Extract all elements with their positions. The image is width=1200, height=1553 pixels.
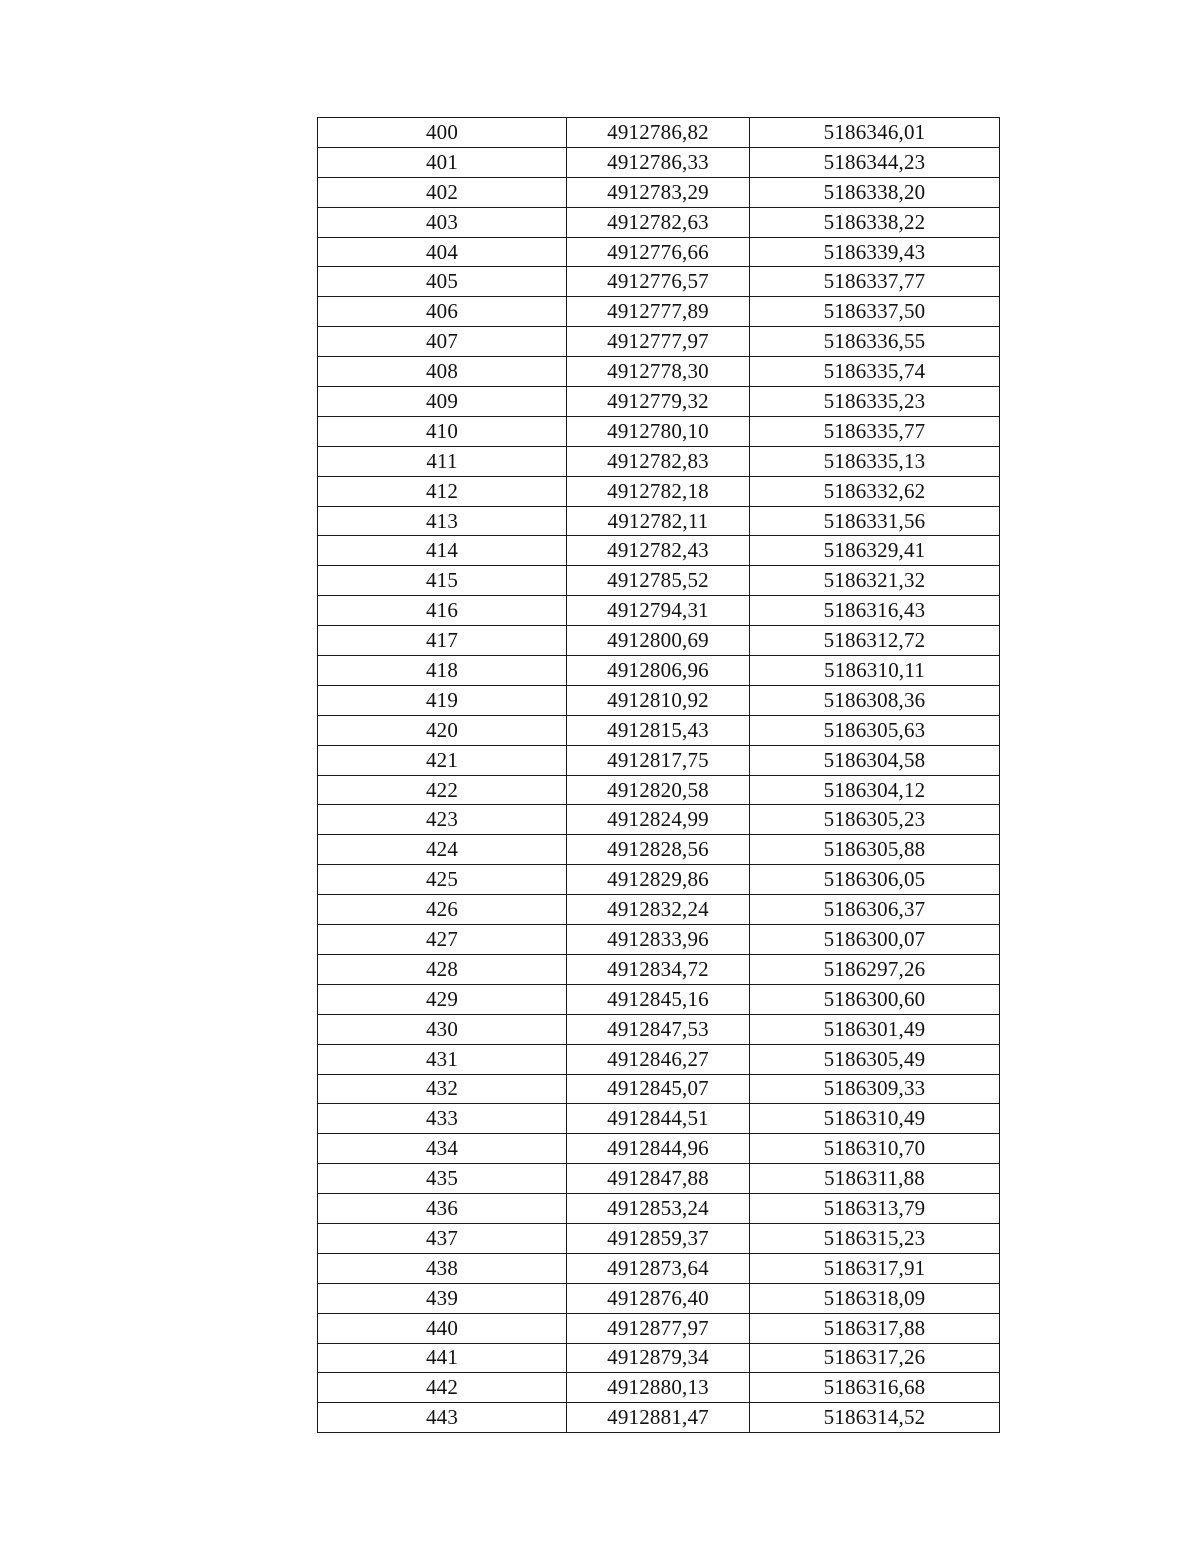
- point-number-cell: 432: [318, 1074, 567, 1104]
- table-row: [318, 1074, 1000, 1104]
- table-row: [318, 327, 1000, 357]
- table-row: [318, 177, 1000, 207]
- y-coordinate-cell: 5186305,88: [750, 835, 1000, 865]
- y-coordinate-cell: 5186314,52: [750, 1403, 1000, 1433]
- x-coordinate-cell: 4912834,72: [567, 954, 750, 984]
- point-number-cell: 429: [318, 984, 567, 1014]
- point-number-cell: 415: [318, 566, 567, 596]
- table-row: [318, 1373, 1000, 1403]
- x-coordinate-cell: 4912800,69: [567, 626, 750, 656]
- point-number-cell: 433: [318, 1104, 567, 1134]
- x-coordinate-cell: 4912881,47: [567, 1403, 750, 1433]
- table-row: [318, 506, 1000, 536]
- table-row: [318, 1253, 1000, 1283]
- y-coordinate-cell: 5186335,74: [750, 357, 1000, 387]
- y-coordinate-cell: 5186300,07: [750, 925, 1000, 955]
- table-row: [318, 835, 1000, 865]
- table-row: [318, 656, 1000, 686]
- point-number-cell: 401: [318, 147, 567, 177]
- point-number-cell: 424: [318, 835, 567, 865]
- point-number-cell: 419: [318, 685, 567, 715]
- x-coordinate-cell: 4912845,16: [567, 984, 750, 1014]
- y-coordinate-cell: 5186305,63: [750, 715, 1000, 745]
- point-number-cell: 418: [318, 656, 567, 686]
- table-row: [318, 1313, 1000, 1343]
- table-row: [318, 207, 1000, 237]
- x-coordinate-cell: 4912777,97: [567, 327, 750, 357]
- x-coordinate-cell: 4912786,33: [567, 147, 750, 177]
- y-coordinate-cell: 5186335,13: [750, 446, 1000, 476]
- point-number-cell: 441: [318, 1343, 567, 1373]
- table-row: [318, 685, 1000, 715]
- x-coordinate-cell: 4912846,27: [567, 1044, 750, 1074]
- x-coordinate-cell: 4912815,43: [567, 715, 750, 745]
- x-coordinate-cell: 4912779,32: [567, 387, 750, 417]
- y-coordinate-cell: 5186338,20: [750, 177, 1000, 207]
- x-coordinate-cell: 4912824,99: [567, 805, 750, 835]
- x-coordinate-cell: 4912776,66: [567, 237, 750, 267]
- table-row: [318, 925, 1000, 955]
- table-row: [318, 1104, 1000, 1134]
- y-coordinate-cell: 5186338,22: [750, 207, 1000, 237]
- y-coordinate-cell: 5186313,79: [750, 1194, 1000, 1224]
- x-coordinate-cell: 4912828,56: [567, 835, 750, 865]
- point-number-cell: 413: [318, 506, 567, 536]
- x-coordinate-cell: 4912778,30: [567, 357, 750, 387]
- table-row: [318, 1194, 1000, 1224]
- point-number-cell: 406: [318, 297, 567, 327]
- point-number-cell: 439: [318, 1283, 567, 1313]
- table-row: [318, 147, 1000, 177]
- table-row: [318, 805, 1000, 835]
- point-number-cell: 435: [318, 1164, 567, 1194]
- x-coordinate-cell: 4912817,75: [567, 745, 750, 775]
- point-number-cell: 417: [318, 626, 567, 656]
- x-coordinate-cell: 4912820,58: [567, 775, 750, 805]
- y-coordinate-cell: 5186310,11: [750, 656, 1000, 686]
- point-number-cell: 400: [318, 118, 567, 148]
- y-coordinate-cell: 5186335,77: [750, 416, 1000, 446]
- x-coordinate-cell: 4912794,31: [567, 596, 750, 626]
- point-number-cell: 428: [318, 954, 567, 984]
- point-number-cell: 402: [318, 177, 567, 207]
- point-number-cell: 409: [318, 387, 567, 417]
- x-coordinate-cell: 4912844,96: [567, 1134, 750, 1164]
- table-row: [318, 536, 1000, 566]
- point-number-cell: 403: [318, 207, 567, 237]
- point-number-cell: 416: [318, 596, 567, 626]
- x-coordinate-cell: 4912829,86: [567, 865, 750, 895]
- point-number-cell: 436: [318, 1194, 567, 1224]
- table-row: [318, 118, 1000, 148]
- table-row: [318, 1403, 1000, 1433]
- point-number-cell: 423: [318, 805, 567, 835]
- y-coordinate-cell: 5186331,56: [750, 506, 1000, 536]
- x-coordinate-cell: 4912810,92: [567, 685, 750, 715]
- table-row: [318, 745, 1000, 775]
- point-number-cell: 408: [318, 357, 567, 387]
- table-row: [318, 387, 1000, 417]
- table-row: [318, 954, 1000, 984]
- y-coordinate-cell: 5186309,33: [750, 1074, 1000, 1104]
- x-coordinate-cell: 4912785,52: [567, 566, 750, 596]
- point-number-cell: 414: [318, 536, 567, 566]
- point-number-cell: 442: [318, 1373, 567, 1403]
- point-number-cell: 440: [318, 1313, 567, 1343]
- table-row: [318, 566, 1000, 596]
- y-coordinate-cell: 5186300,60: [750, 984, 1000, 1014]
- table-row: [318, 1283, 1000, 1313]
- x-coordinate-cell: 4912873,64: [567, 1253, 750, 1283]
- y-coordinate-cell: 5186336,55: [750, 327, 1000, 357]
- table-row: [318, 895, 1000, 925]
- point-number-cell: 443: [318, 1403, 567, 1433]
- table-row: [318, 476, 1000, 506]
- x-coordinate-cell: 4912782,83: [567, 446, 750, 476]
- x-coordinate-cell: 4912782,11: [567, 506, 750, 536]
- y-coordinate-cell: 5186316,43: [750, 596, 1000, 626]
- point-number-cell: 407: [318, 327, 567, 357]
- point-number-cell: 437: [318, 1223, 567, 1253]
- table-row: [318, 775, 1000, 805]
- y-coordinate-cell: 5186329,41: [750, 536, 1000, 566]
- y-coordinate-cell: 5186337,77: [750, 267, 1000, 297]
- point-number-cell: 410: [318, 416, 567, 446]
- y-coordinate-cell: 5186312,72: [750, 626, 1000, 656]
- table-row: [318, 984, 1000, 1014]
- x-coordinate-cell: 4912847,88: [567, 1164, 750, 1194]
- x-coordinate-cell: 4912783,29: [567, 177, 750, 207]
- point-number-cell: 426: [318, 895, 567, 925]
- table-row: [318, 1343, 1000, 1373]
- table-row: [318, 865, 1000, 895]
- y-coordinate-cell: 5186308,36: [750, 685, 1000, 715]
- table-row: [318, 626, 1000, 656]
- y-coordinate-cell: 5186317,91: [750, 1253, 1000, 1283]
- point-number-cell: 421: [318, 745, 567, 775]
- table-row: [318, 237, 1000, 267]
- table-row: [318, 1014, 1000, 1044]
- table-row: [318, 297, 1000, 327]
- x-coordinate-cell: 4912786,82: [567, 118, 750, 148]
- table-row: [318, 596, 1000, 626]
- y-coordinate-cell: 5186346,01: [750, 118, 1000, 148]
- x-coordinate-cell: 4912806,96: [567, 656, 750, 686]
- point-number-cell: 427: [318, 925, 567, 955]
- x-coordinate-cell: 4912879,34: [567, 1343, 750, 1373]
- y-coordinate-cell: 5186305,49: [750, 1044, 1000, 1074]
- y-coordinate-cell: 5186304,58: [750, 745, 1000, 775]
- x-coordinate-cell: 4912776,57: [567, 267, 750, 297]
- y-coordinate-cell: 5186317,26: [750, 1343, 1000, 1373]
- y-coordinate-cell: 5186306,37: [750, 895, 1000, 925]
- y-coordinate-cell: 5186306,05: [750, 865, 1000, 895]
- point-number-cell: 404: [318, 237, 567, 267]
- y-coordinate-cell: 5186310,49: [750, 1104, 1000, 1134]
- point-number-cell: 425: [318, 865, 567, 895]
- y-coordinate-cell: 5186297,26: [750, 954, 1000, 984]
- x-coordinate-cell: 4912832,24: [567, 895, 750, 925]
- point-number-cell: 422: [318, 775, 567, 805]
- x-coordinate-cell: 4912782,63: [567, 207, 750, 237]
- point-number-cell: 420: [318, 715, 567, 745]
- y-coordinate-cell: 5186344,23: [750, 147, 1000, 177]
- point-number-cell: 430: [318, 1014, 567, 1044]
- y-coordinate-cell: 5186311,88: [750, 1164, 1000, 1194]
- table-row: [318, 446, 1000, 476]
- x-coordinate-cell: 4912782,18: [567, 476, 750, 506]
- y-coordinate-cell: 5186321,32: [750, 566, 1000, 596]
- x-coordinate-cell: 4912782,43: [567, 536, 750, 566]
- x-coordinate-cell: 4912877,97: [567, 1313, 750, 1343]
- x-coordinate-cell: 4912844,51: [567, 1104, 750, 1134]
- table-row: [318, 1134, 1000, 1164]
- x-coordinate-cell: 4912845,07: [567, 1074, 750, 1104]
- point-number-cell: 412: [318, 476, 567, 506]
- table-row: [318, 416, 1000, 446]
- coordinates-table: [317, 117, 1000, 1433]
- point-number-cell: 438: [318, 1253, 567, 1283]
- x-coordinate-cell: 4912880,13: [567, 1373, 750, 1403]
- table-row: [318, 1223, 1000, 1253]
- table-row: [318, 1164, 1000, 1194]
- point-number-cell: 405: [318, 267, 567, 297]
- x-coordinate-cell: 4912833,96: [567, 925, 750, 955]
- coordinates-table-body: [318, 118, 1000, 1433]
- point-number-cell: 431: [318, 1044, 567, 1074]
- x-coordinate-cell: 4912780,10: [567, 416, 750, 446]
- y-coordinate-cell: 5186317,88: [750, 1313, 1000, 1343]
- y-coordinate-cell: 5186332,62: [750, 476, 1000, 506]
- y-coordinate-cell: 5186305,23: [750, 805, 1000, 835]
- table-row: [318, 715, 1000, 745]
- x-coordinate-cell: 4912777,89: [567, 297, 750, 327]
- table-row: [318, 1044, 1000, 1074]
- table-row: [318, 267, 1000, 297]
- y-coordinate-cell: 5186315,23: [750, 1223, 1000, 1253]
- point-number-cell: 434: [318, 1134, 567, 1164]
- y-coordinate-cell: 5186339,43: [750, 237, 1000, 267]
- x-coordinate-cell: 4912876,40: [567, 1283, 750, 1313]
- point-number-cell: 411: [318, 446, 567, 476]
- y-coordinate-cell: 5186337,50: [750, 297, 1000, 327]
- y-coordinate-cell: 5186301,49: [750, 1014, 1000, 1044]
- x-coordinate-cell: 4912859,37: [567, 1223, 750, 1253]
- x-coordinate-cell: 4912847,53: [567, 1014, 750, 1044]
- y-coordinate-cell: 5186310,70: [750, 1134, 1000, 1164]
- table-row: [318, 357, 1000, 387]
- y-coordinate-cell: 5186316,68: [750, 1373, 1000, 1403]
- y-coordinate-cell: 5186304,12: [750, 775, 1000, 805]
- x-coordinate-cell: 4912853,24: [567, 1194, 750, 1224]
- y-coordinate-cell: 5186318,09: [750, 1283, 1000, 1313]
- y-coordinate-cell: 5186335,23: [750, 387, 1000, 417]
